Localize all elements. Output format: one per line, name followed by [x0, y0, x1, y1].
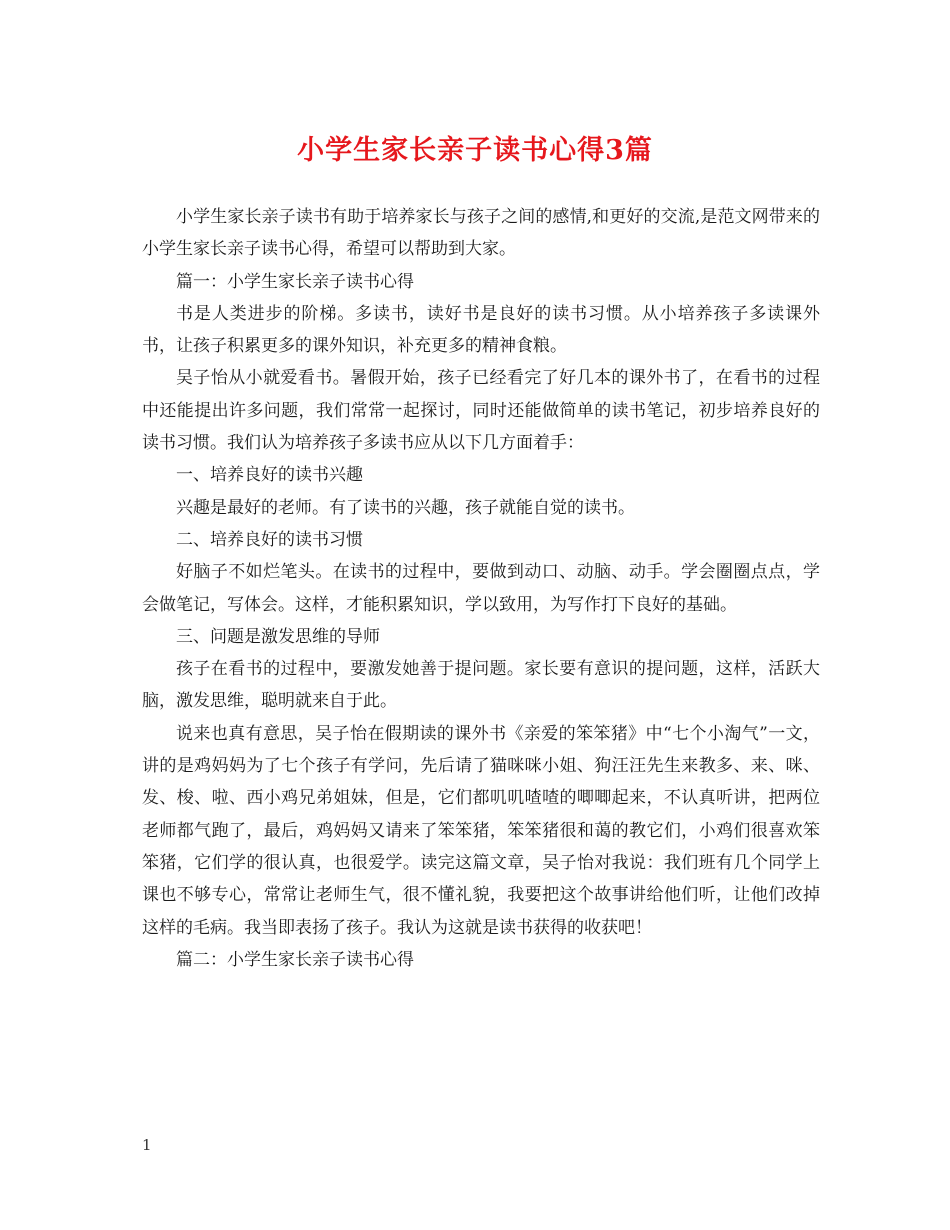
subheading-interest: 一、培养良好的读书兴趣	[176, 465, 363, 486]
section-heading-part-1: 篇一：小学生家长亲子读书心得	[176, 271, 414, 292]
paragraph: 兴趣是最好的老师。有了读书的兴趣，孩子就能自觉的读书。	[176, 497, 635, 518]
subheading-questions: 三、问题是激发思维的导师	[176, 626, 380, 647]
document-body	[142, 201, 820, 976]
paragraph-intro: 小学生家长亲子读书有助于培养家长与孩子之间的感情,和更好的交流,是范文网带来的小学生家长亲子读书心得，希望可以帮助到大家。	[142, 207, 820, 260]
section-heading-part-2: 篇二：小学生家长亲子读书心得	[176, 949, 414, 970]
subheading-habit: 二、培养良好的读书习惯	[176, 529, 363, 550]
paragraph-story: 说来也真有意思，吴子怡在假期读的课外书《亲爱的笨笨猪》中“七个小淘气”一文，讲的是鸡妈妈为了七个孩子有学问，先后请了猫咪咪小姐、狗汪汪先生来教多、来、咪、发、梭、啦、西小鸡兄弟姐妹，但是，它们都叽叽喳喳的唧唧起来，不认真听讲，把两位老师都气跑了，最后，鸡妈妈又请来了笨笨猪，笨笨猪很和蔼的教它们，小鸡们很喜欢笨笨猪，它们学的很认真，也很爱学。读完这篇文章，吴子怡对我说：我们班有几个同学上课也不够专心，常常让老师生气，很不懂礼貌，我要把这个故事讲给他们听，让他们改掉这样的毛病。我当即表扬了孩子。我认为这就是读书获得的收获吧！	[142, 723, 820, 938]
paragraph: 孩子在看书的过程中，要激发她善于提问题。家长要有意识的提问题，这样，活跃大脑，激发思维，聪明就来自于此。	[142, 659, 820, 712]
paragraph: 好脑子不如烂笔头。在读书的过程中，要做到动口、动脑、动手。学会圈圈点点，学会做笔记，写体会。这样，才能积累知识，学以致用，为写作打下良好的基础。	[142, 562, 820, 615]
page-number: 1	[142, 1136, 152, 1154]
paragraph: 吴子怡从小就爱看书。暑假开始，孩子已经看完了好几本的课外书了，在看书的过程中还能提出许多问题，我们常常一起探讨，同时还能做简单的读书笔记，初步培养良好的读书习惯。我们认为培养孩子多读书应从以下几方面着手：	[142, 368, 820, 454]
paragraph: 书是人类进步的阶梯。多读书，读好书是良好的读书习惯。从小培养孩子多读课外书，让孩子积累更多的课外知识，补充更多的精神食粮。	[142, 303, 820, 357]
document-title: 小学生家长亲子读书心得3篇	[297, 135, 653, 166]
